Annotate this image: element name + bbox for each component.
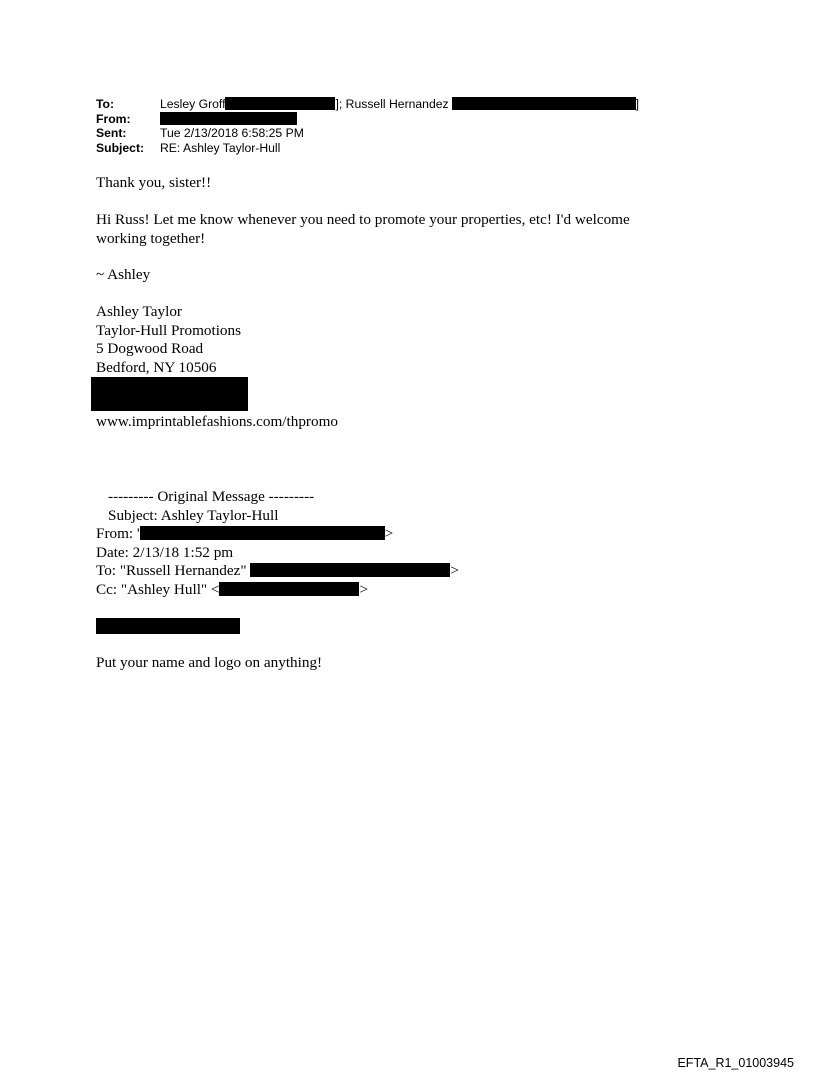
original-message-block [96,488,459,599]
redaction-box [250,563,450,577]
redaction-box [91,377,248,411]
to-end: ] [635,97,640,111]
original-divider: --------- Original Message --------- [108,488,315,505]
original-cc-prefix: Cc: "Ashley Hull" < [96,580,220,598]
original-to-suffix: > [450,562,459,579]
original-from-suffix: > [384,525,394,542]
greeting-line: Thank you, sister!! [96,174,212,191]
subject-row [96,141,639,156]
subject-value: RE: Ashley Taylor-Hull [160,140,281,155]
original-date: Date: 2/13/18 1:52 pm [96,543,234,561]
to-separator: ]; Russell Hernandez [335,97,449,111]
from-label: From: [96,111,131,126]
signature-city: Bedford, NY 10506 [96,358,217,376]
redaction-box [219,582,359,596]
original-cc [96,581,459,600]
message-line-2: working together! [96,229,206,247]
signature-company: Taylor-Hull Promotions [96,321,242,339]
signature-block [96,303,241,377]
sent-row [96,126,639,141]
original-subject: Subject: Ashley Taylor-Hull [108,506,279,524]
message-paragraph [96,211,630,248]
sent-value: Tue 2/13/2018 6:58:25 PM [160,126,304,140]
original-body: Put your name and logo on anything! [96,654,323,671]
signature-street: 5 Dogwood Road [96,340,204,357]
signature-name: Ashley Taylor [96,303,182,320]
signature-website: www.imprintablefashions.com/thpromo [96,413,338,430]
document-id: EFTA_R1_01003945 [677,1056,794,1070]
sent-label: Sent: [96,126,127,140]
redaction-box [225,97,335,110]
signoff-line: ~ Ashley [96,266,151,283]
email-header [96,97,639,155]
to-name-1: Lesley Groff [160,97,226,111]
from-row [96,112,639,127]
original-to-prefix: To: "Russell Hernandez" [96,562,251,579]
original-from [96,525,459,544]
redaction-box [96,618,240,634]
to-label: To: [96,97,115,111]
redaction-box [160,112,297,125]
subject-label: Subject: [96,140,145,155]
to-row [96,97,639,112]
message-line-1: Hi Russ! Let me know whenever you need to promote your properties, etc! I'd welcome [96,211,630,228]
original-from-prefix: From: ' [96,525,140,542]
original-cc-suffix: > [359,580,369,598]
redaction-box [452,97,636,110]
redaction-box [140,526,385,540]
original-to [96,562,459,581]
